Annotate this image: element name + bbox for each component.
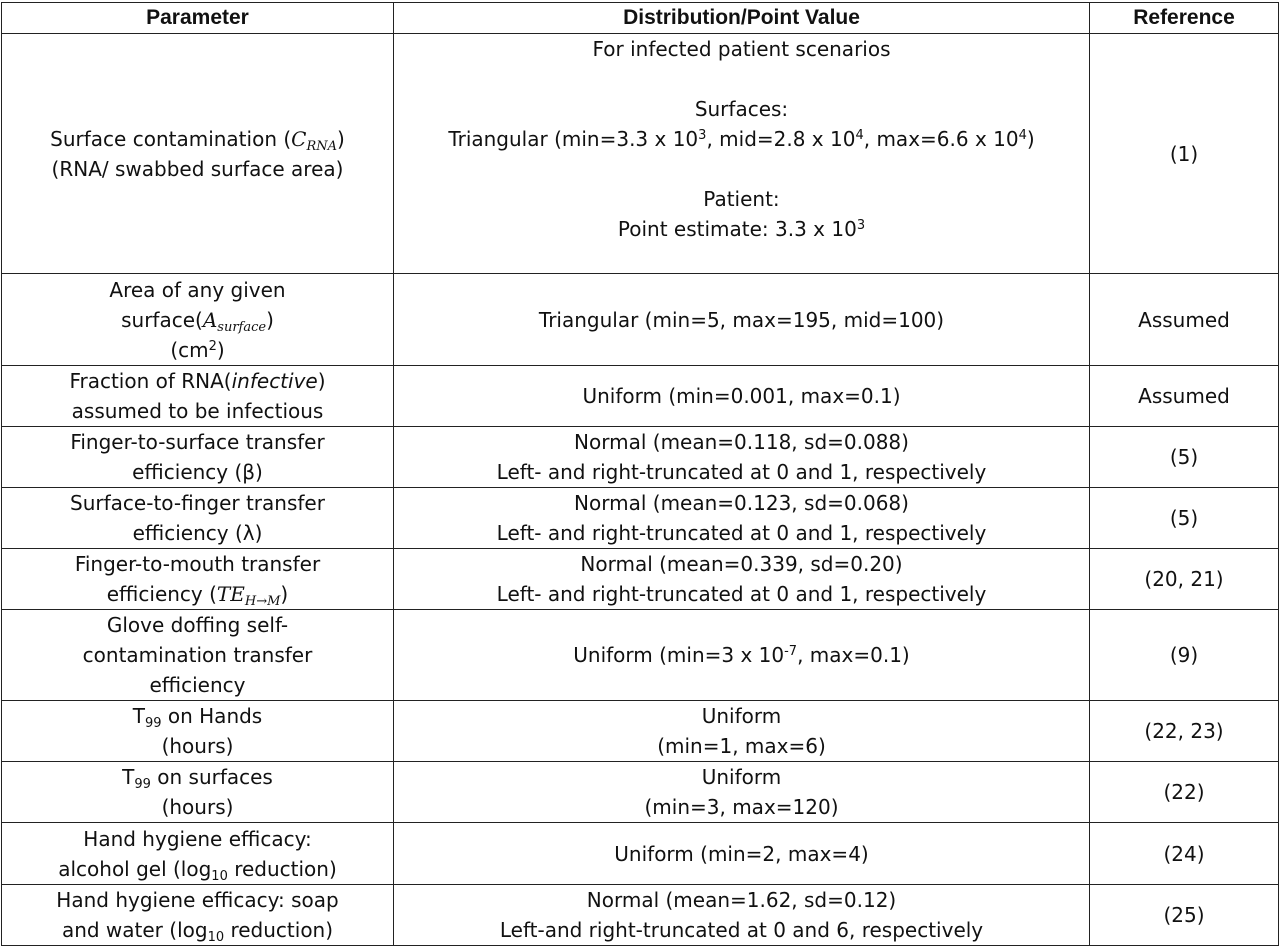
parameter-line: (hours) (161, 734, 234, 758)
parameter-line: Finger-to-mouth transfer (74, 552, 321, 576)
distribution-line: Normal (mean=0.118, sd=0.088) (574, 430, 909, 454)
header-reference: Reference (1090, 3, 1279, 34)
parameter-cell (2, 34, 394, 274)
table-row (2, 274, 1279, 366)
parameter-line: assumed to be infectious (71, 399, 324, 423)
distribution-cell (394, 823, 1090, 885)
table-row (2, 885, 1279, 946)
distribution-text: , max=6.6 x 10 (863, 127, 1019, 151)
header-parameter: Parameter (2, 3, 394, 34)
parameter-line (6, 305, 389, 335)
parameter-text: alcohol gel (log (58, 856, 212, 881)
parameter-text: on Hands (161, 704, 263, 728)
subscript: 10 (211, 868, 228, 884)
table-row (2, 34, 1279, 274)
reference-cell: (5) (1090, 427, 1279, 488)
parameter-line: (hours) (161, 795, 234, 819)
distribution-cell (394, 885, 1090, 946)
parameter-cell (2, 823, 394, 885)
parameter-cell (2, 885, 394, 946)
distribution-line: (min=3, max=120) (644, 795, 839, 819)
distribution-line: Left- and right-truncated at 0 and 1, respectively (496, 521, 987, 545)
distribution-text: Uniform (min=3 x 10 (573, 643, 785, 667)
reference-cell: (24) (1090, 823, 1279, 885)
parameter-line (6, 366, 389, 396)
parameter-cell (2, 488, 394, 549)
distribution-text: ) (1026, 127, 1035, 151)
distribution-line: Patient: (703, 187, 780, 211)
parameter-text: Surface contamination ( (50, 126, 292, 151)
distribution-line: Left- and right-truncated at 0 and 1, respectively (496, 582, 987, 606)
table-row (2, 366, 1279, 427)
distribution-text: , max=0.1) (797, 643, 910, 667)
parameter-cell (2, 427, 394, 488)
distribution-cell (394, 549, 1090, 610)
distribution-cell (394, 762, 1090, 823)
distribution-cell (394, 34, 1090, 274)
parameter-text: ) (337, 126, 345, 151)
distribution-text: Point estimate: 3.3 x 10 (617, 217, 857, 241)
parameter-table (1, 2, 1279, 946)
reference-cell: (20, 21) (1090, 549, 1279, 610)
distribution-line: Left-and right-truncated at 0 and 6, respectively (499, 918, 984, 942)
parameter-line: Area of any given (109, 277, 286, 302)
distribution-line (398, 640, 1085, 670)
parameter-text: on surfaces (150, 765, 273, 789)
math-subscript: RNA (306, 138, 338, 154)
table-row (2, 610, 1279, 701)
parameter-line: Hand hygiene efficacy: (83, 826, 312, 851)
reference-cell: (5) (1090, 488, 1279, 549)
header-row (2, 3, 1279, 34)
table-row (2, 823, 1279, 885)
table-row (2, 427, 1279, 488)
reference-cell: Assumed (1090, 274, 1279, 366)
distribution-line: Uniform (701, 765, 782, 789)
italic-text: infective (231, 369, 318, 393)
distribution-line (398, 214, 1085, 244)
parameter-line: Surface-to-finger transfer (70, 491, 325, 515)
subscript: 99 (134, 776, 151, 792)
parameter-text: ) (266, 307, 274, 332)
parameter-cell (2, 762, 394, 823)
parameter-text: T (122, 765, 135, 789)
distribution-cell (394, 701, 1090, 762)
parameter-line (6, 335, 389, 365)
distribution-text: Triangular (min=3.3 x 10 (448, 127, 699, 151)
table-row (2, 701, 1279, 762)
parameter-cell (2, 701, 394, 762)
math-symbol: A (202, 307, 218, 332)
math-symbol: TE (216, 582, 245, 606)
distribution-line: (min=1, max=6) (657, 734, 826, 758)
parameter-line (6, 124, 389, 154)
parameter-line (6, 701, 389, 731)
parameter-text: and water (log (61, 918, 208, 942)
reference-cell: (22, 23) (1090, 701, 1279, 762)
table-row (2, 549, 1279, 610)
subscript: 10 (207, 929, 225, 945)
reference-cell: Assumed (1090, 366, 1279, 427)
distribution-line: Normal (mean=0.339, sd=0.20) (580, 552, 903, 576)
parameter-line: Hand hygiene efficacy: soap (56, 888, 339, 912)
distribution-line: Normal (mean=1.62, sd=0.12) (586, 888, 897, 912)
exponent: 2 (208, 338, 217, 354)
parameter-line: contamination transfer (82, 643, 313, 667)
reference-cell: (9) (1090, 610, 1279, 701)
parameter-line: (RNA/ swabbed surface area) (51, 156, 344, 181)
parameter-text: reduction) (224, 918, 334, 942)
parameter-line: efficiency (149, 673, 246, 697)
parameter-text: (cm (170, 337, 209, 362)
distribution-line: For infected patient scenarios (592, 37, 891, 61)
parameter-text: ) (317, 369, 326, 393)
distribution-cell (394, 274, 1090, 366)
parameter-text: reduction) (227, 856, 337, 881)
distribution-cell (394, 488, 1090, 549)
parameter-text: ) (280, 582, 289, 606)
parameter-text: ) (216, 337, 225, 362)
header-distribution: Distribution/Point Value (394, 3, 1090, 34)
math-subscript: surface (217, 319, 267, 335)
math-symbol: C (291, 126, 307, 151)
parameter-line: efficiency (β) (132, 460, 263, 484)
reference-cell: (25) (1090, 885, 1279, 946)
distribution-line: Uniform (min=2, max=4) (614, 841, 869, 866)
spacer (398, 64, 1085, 94)
distribution-line: Uniform (min=0.001, max=0.1) (582, 384, 901, 408)
parameter-line (6, 579, 389, 609)
exponent: 4 (1018, 127, 1027, 143)
exponent: 3 (856, 217, 866, 233)
parameter-cell (2, 366, 394, 427)
parameter-line (6, 762, 389, 792)
parameter-text: efficiency ( (106, 582, 217, 606)
distribution-cell (394, 427, 1090, 488)
parameter-line: Glove doffing self- (106, 613, 289, 637)
reference-cell: (22) (1090, 762, 1279, 823)
parameter-text: Fraction of RNA( (69, 369, 232, 393)
distribution-line: Uniform (701, 704, 782, 728)
parameter-text: surface( (121, 307, 203, 332)
distribution-cell (394, 610, 1090, 701)
math-subscript: H→M (244, 593, 281, 609)
parameter-cell (2, 549, 394, 610)
exponent: -7 (784, 643, 798, 659)
exponent: 3 (698, 127, 707, 143)
parameter-line: efficiency (λ) (132, 521, 263, 545)
parameter-cell (2, 274, 394, 366)
parameter-line (6, 915, 389, 945)
exponent: 4 (855, 127, 864, 143)
table-row (2, 488, 1279, 549)
parameter-text: T (132, 704, 145, 728)
spacer (398, 154, 1085, 184)
distribution-cell (394, 366, 1090, 427)
distribution-line (398, 124, 1085, 154)
distribution-line: Normal (mean=0.123, sd=0.068) (574, 491, 909, 515)
parameter-cell (2, 610, 394, 701)
distribution-text: , mid=2.8 x 10 (706, 127, 856, 151)
reference-cell: (1) (1090, 34, 1279, 274)
parameter-line: Finger-to-surface transfer (70, 430, 325, 454)
table-row (2, 762, 1279, 823)
distribution-line: Triangular (min=5, max=195, mid=100) (538, 307, 945, 332)
parameter-line (6, 854, 389, 884)
distribution-line: Left- and right-truncated at 0 and 1, respectively (496, 460, 987, 484)
subscript: 99 (144, 715, 162, 731)
distribution-line: Surfaces: (694, 97, 789, 121)
